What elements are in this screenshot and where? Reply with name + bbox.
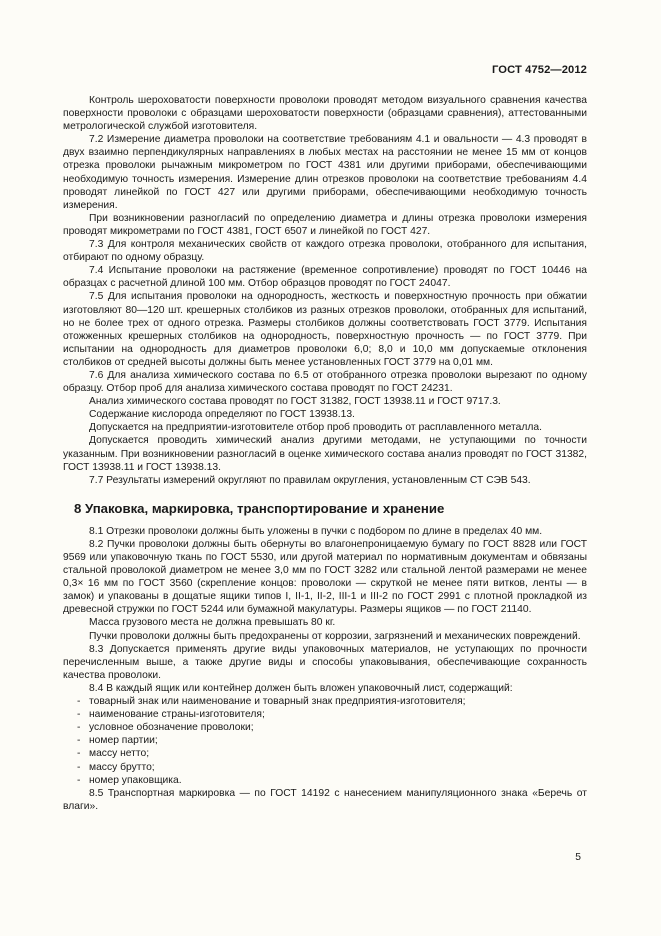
paragraph: 8.2 Пучки проволоки должны быть обернуты во влагонепроницаемую бумагу по ГОСТ 8828 или ГОСТ 9569 или упаковочную ткань по ГОСТ 5530, или другой материал по нормативным документам и обвязаны стальной проволокой диаметром не менее 3,0 мм по ГОСТ 3282 или стальной лентой размерами не менее 0,3× 16 мм по ГОСТ 3560 (скрепление концов: проволоки — скруткой не менее пяти витков, ленты — в замок) и упакованы в дощатые ящики типов I, II-1, II-2, III-1 и III-2 по ГОСТ 2991 с плотной прокладкой из древесной стружки по ГОСТ 5244 или бумажной макулатуры. Размеры ящиков — по ГОСТ 21140. (63, 538, 587, 616)
list-item: - номер упаковщика. (77, 774, 182, 786)
list-item: - наименование страны-изготовителя; (77, 709, 265, 721)
document-header: ГОСТ 4752—2012 (491, 64, 587, 76)
paragraph: 7.5 Для испытания проволоки на однородность, жесткость и поверхностную прочность при обжатии изготовляют 80—120 шт. крешерных столбиков из разных отрезков проволоки, отобранных для испытаний, но не более трех от одного отрезка. Размеры столбиков должны соответствовать ГОСТ 3779. Испытания отожженных крешерных столбиков на однородность, поверхностную прочность — по ГОСТ 3779. При испытании на однородность для диаметров проволоки 6,0; 8,0 и 10,0 мм допускаемые отклонения столбиков от средней высоты должны быть менее установленных ГОСТ 3779 на 0,01 мм. (63, 291, 587, 368)
list-item-text: массу брутто; (89, 761, 155, 773)
paragraph: 8.4 В каждый ящик или контейнер должен быть вложен упаковочный лист, содержащий: (89, 682, 513, 694)
paragraph: Масса грузового места не должна превышать 80 кг. (89, 617, 336, 629)
paragraph: 8.3 Допускается применять другие виды упаковочных материалов, не уступающих по прочности перечисленным выше, а также другие виды и способы упаковывания, обеспечивающие сохранность качества проволоки. (63, 643, 587, 681)
paragraph: 7.4 Испытание проволоки на растяжение (временное сопротивление) проводят по ГОСТ 10446 на образцах с расчетной длиной 100 мм. Отбор образцов проводят по ГОСТ 24047. (63, 265, 587, 290)
paragraph: Контроль шероховатости поверхности проволоки проводят методом визуального сравнения качества поверхности проволоки с образцами шероховатости поверхности (образцами сравнения), аттестованными метрологической службой изготовителя. (63, 95, 587, 133)
paragraph: 7.3 Для контроля механических свойств от каждого отрезка проволоки, отобранного для испытания, отбирают по одному образцу. (63, 239, 587, 264)
paragraph: Анализ химического состава проводят по ГОСТ 31382, ГОСТ 13938.11 и ГОСТ 9717.3. (89, 396, 501, 408)
paragraph: Пучки проволоки должны быть предохранены от коррозии, загрязнений и механических повреждений. (89, 630, 581, 642)
list-item-text: товарный знак или наименование и товарный знак предприятия-изготовителя; (89, 696, 466, 708)
section-title: 8 Упаковка, маркировка, транспортирование и хранение (74, 500, 445, 516)
list-item-text: условное обозначение проволоки; (89, 722, 254, 734)
list-item-text: номер упаковщика. (89, 774, 182, 786)
packing-list (63, 695, 587, 787)
paragraph: 7.2 Измерение диаметра проволоки на соответствие требованиям 4.1 и овальности — 4.3 проводят в двух взаимно перпендикулярных направлениях в любых местах на расстоянии не менее 15 мм от концов отрезка проволоки рычажным микрометром по ГОСТ 4381 или другими приборами, обеспечивающими необходимую точность измерения. Измерение длин отрезков проволоки на соответствие требованиям 4.4 проводят линейкой по ГОСТ 427 или другими приборами, обеспечивающими необходимую точность измерения. (63, 134, 587, 211)
paragraph: Допускается на предприятии-изготовителе отбор проб проводить от расплавленного металла. (89, 422, 542, 434)
paragraph: Содержание кислорода определяют по ГОСТ 13938.13. (89, 409, 355, 421)
list-item-text: номер партии; (89, 735, 158, 747)
list-item: - номер партии; (77, 735, 158, 747)
list-item-text: массу нетто; (89, 748, 150, 760)
list-item-text: наименование страны-изготовителя; (89, 709, 265, 721)
page-number: 5 (575, 852, 581, 863)
list-item: - массу брутто; (77, 761, 155, 773)
paragraph: 7.7 Результаты измерений округляют по правилам округления, установленным СТ СЭВ 543. (89, 474, 531, 486)
paragraph: При возникновении разногласий по определению диаметра и длины отрезка проволоки измерения проводят микрометрами по ГОСТ 4381, ГОСТ 6507 и линейкой по ГОСТ 427. (63, 212, 587, 237)
list-item: - массу нетто; (77, 748, 150, 760)
document-body (63, 94, 587, 813)
paragraph: Допускается проводить химический анализ другими методами, не уступающими по точности указанным. При возникновении разногласий в оценке химического состава анализ проводят по ГОСТ 31382, ГОСТ 13938.11 и ГОСТ 13938.13. (63, 435, 587, 473)
paragraph: 8.5 Транспортная маркировка — по ГОСТ 14192 с нанесением манипуляционного знака «Беречь от влаги». (63, 787, 587, 812)
list-item: - товарный знак или наименование и товарный знак предприятия-изготовителя; (77, 696, 466, 708)
paragraph: 7.6 Для анализа химического состава по 6.5 от отобранного отрезка проволоки вырезают по одному образцу. Отбор проб для анализа химического состава проводят по ГОСТ 24231. (63, 369, 587, 395)
paragraph: 8.1 Отрезки проволоки должны быть уложены в пучки с подбором по длине в пределах 40 мм. (89, 525, 543, 537)
list-item: - условное обозначение проволоки; (77, 722, 254, 734)
